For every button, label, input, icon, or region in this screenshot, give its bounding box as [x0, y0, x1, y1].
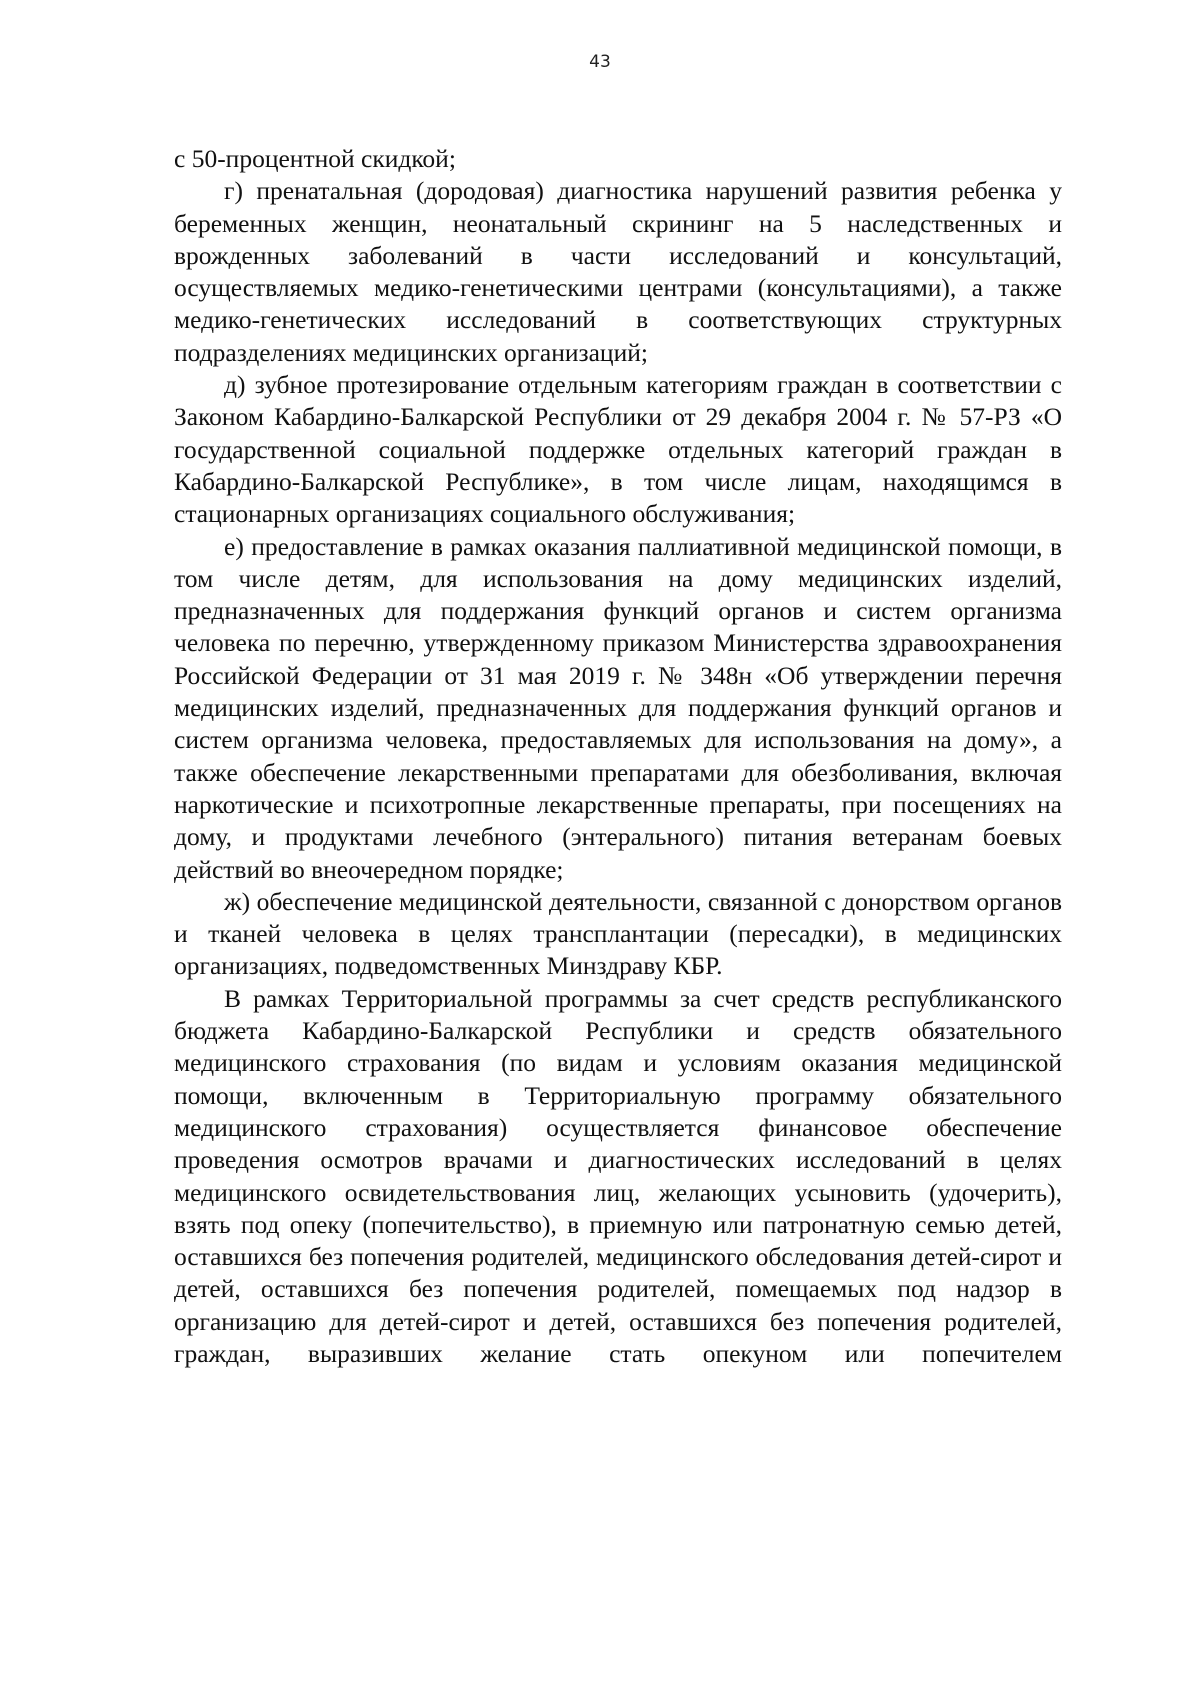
paragraph-item-zh: ж) обеспечение медицинской деятельности, связанной с донорством органов и тканей человека в целях трансплантации (пересадки), в медицинских организациях, подведомственных Минздраву КБР. [174, 886, 1062, 981]
document-body [174, 143, 1062, 1370]
paragraph-financing: В рамках Территориальной программы за счет средств республиканского бюджета Кабардино-Балкарской Республики и средств обязательного медицинского страхования (по видам и условиям оказания медицинской помощи, включенным в Территориальную программу обязательного медицинского страхования) осуществляется финансовое обеспечение проведения осмотров врачами и диагностических исследований в целях медицинского освидетельствования лиц, желающих усыновить (удочерить), взять под опеку (попечительство), в приемную или патронатную семью детей, оставшихся без попечения родителей, медицинского обследования детей-сирот и детей, оставшихся без попечения родителей, помещаемых под надзор в организацию для детей-сирот и детей, оставшихся без попечения родителей, граждан, выразивших желание стать опекуном или попечителем [174, 983, 1062, 1368]
page-number: 43 [589, 52, 611, 72]
paragraph-item-g: г) пренатальная (дородовая) диагностика нарушений развития ребенка у беременных женщин, неонатальный скрининг на 5 наследственных и врожденных заболеваний в части исследований и консультаций, осуществляемых медико-генетическими центрами (консультациями), а также медико-генетических исследований в соответствующих структурных подразделениях медицинских организаций; [174, 176, 1062, 367]
paragraph-item-e: е) предоставление в рамках оказания паллиативной медицинской помощи, в том числе детям, для использования на дому медицинских изделий, предназначенных для поддержания функций органов и систем организма человека по перечню, утвержденному приказом Министерства здравоохранения Российской Федерации от 31 мая 2019 г. № 348н «Об утверждении перечня медицинских изделий, предназначенных для поддержания функций органов и систем организма человека, предоставляемых для использования на дому», а также обеспечение лекарственными препаратами для обезболивания, включая наркотические и психотропные лекарственные препараты, при посещениях на дому, и продуктами лечебного (энтерального) питания ветеранам боевых действий во внеочередном порядке; [174, 531, 1062, 884]
paragraph-continuation: с 50-процентной скидкой; [174, 144, 456, 173]
paragraph-item-d: д) зубное протезирование отдельным категориям граждан в соответствии с Законом Кабардино-Балкарской Республики от 29 декабря 2004 г. № 57-РЗ «О государственной социальной поддержке отдельных категорий граждан в Кабардино-Балкарской Республике», в том числе лицам, находящимся в стационарных организациях социального обслуживания; [174, 370, 1062, 529]
